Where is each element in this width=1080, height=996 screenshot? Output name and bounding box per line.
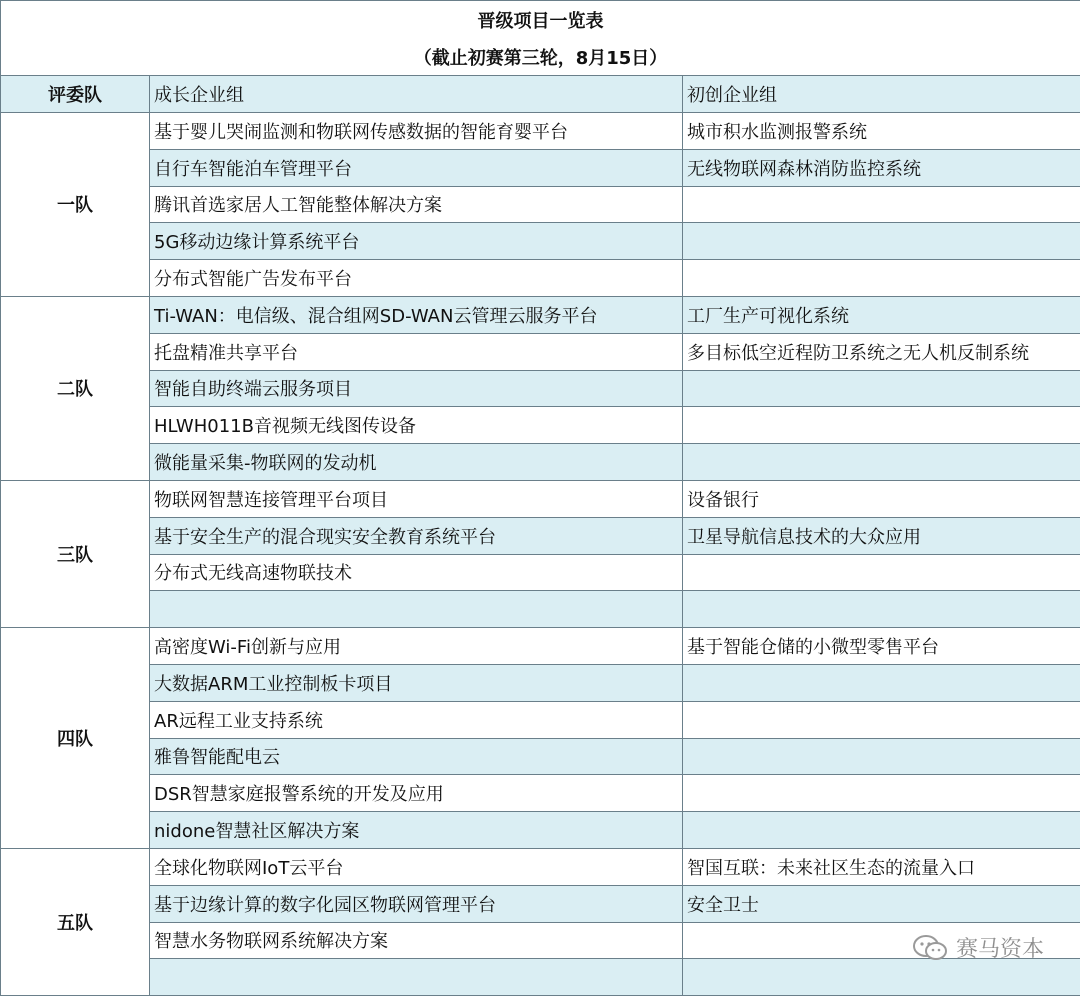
growth-project-cell: 物联网智慧连接管理平台项目: [150, 480, 683, 517]
table-row: [1, 407, 1080, 444]
startup-project-cell: [683, 664, 1080, 701]
table-row: [1, 260, 1080, 297]
watermark-text: 赛马资本: [956, 932, 1044, 963]
table-row: [1, 149, 1080, 186]
growth-project-cell: 全球化物联网IoT云平台: [150, 848, 683, 885]
table-subtitle: （截止初赛第三轮，8月15日）: [1, 38, 1080, 76]
growth-project-cell: 腾讯首选家居人工智能整体解决方案: [150, 186, 683, 223]
startup-project-cell: 无线物联网森林消防监控系统: [683, 149, 1080, 186]
startup-project-cell: [683, 701, 1080, 738]
header-growth-group: 成长企业组: [150, 76, 683, 113]
growth-project-cell: 分布式无线高速物联技术: [150, 554, 683, 591]
team-label: 二队: [1, 296, 150, 480]
startup-project-cell: 卫星导航信息技术的大众应用: [683, 517, 1080, 554]
table-row: [1, 591, 1080, 628]
wechat-icon: [912, 934, 948, 962]
startup-project-cell: 工厂生产可视化系统: [683, 296, 1080, 333]
watermark: [912, 932, 1044, 963]
growth-project-cell: 大数据ARM工业控制板卡项目: [150, 664, 683, 701]
startup-project-cell: [683, 554, 1080, 591]
table-row: [1, 444, 1080, 481]
growth-project-cell: 托盘精准共享平台: [150, 333, 683, 370]
startup-project-cell: [683, 591, 1080, 628]
startup-project-cell: [683, 223, 1080, 260]
table-row: [1, 223, 1080, 260]
table-row: [1, 664, 1080, 701]
table-row: [1, 480, 1080, 517]
growth-project-cell: HLWH011B音视频无线图传设备: [150, 407, 683, 444]
startup-project-cell: [683, 444, 1080, 481]
team-label: 五队: [1, 848, 150, 995]
startup-project-cell: [683, 775, 1080, 812]
growth-project-cell: nidone智慧社区解决方案: [150, 812, 683, 849]
growth-project-cell: Ti-WAN：电信级、混合组网SD-WAN云管理云服务平台: [150, 296, 683, 333]
table-row: [1, 113, 1080, 150]
header-startup-group: 初创企业组: [683, 76, 1080, 113]
growth-project-cell: 高密度Wi-Fi创新与应用: [150, 628, 683, 665]
header-row: [1, 76, 1080, 113]
growth-project-cell: 基于安全生产的混合现实安全教育系统平台: [150, 517, 683, 554]
growth-project-cell: [150, 959, 683, 996]
growth-project-cell: 5G移动边缘计算系统平台: [150, 223, 683, 260]
table-row: [1, 959, 1080, 996]
table-row: [1, 517, 1080, 554]
table-row: [1, 738, 1080, 775]
table-row: [1, 775, 1080, 812]
startup-project-cell: 智国互联：未来社区生态的流量入口: [683, 848, 1080, 885]
table-title: 晋级项目一览表: [1, 1, 1080, 39]
growth-project-cell: 分布式智能广告发布平台: [150, 260, 683, 297]
startup-project-cell: [683, 186, 1080, 223]
table-row: [1, 812, 1080, 849]
startup-project-cell: [683, 959, 1080, 996]
team-label: 三队: [1, 480, 150, 627]
growth-project-cell: 智慧水务物联网系统解决方案: [150, 922, 683, 959]
startup-project-cell: 安全卫士: [683, 885, 1080, 922]
startup-project-cell: [683, 407, 1080, 444]
growth-project-cell: [150, 591, 683, 628]
table-row: [1, 370, 1080, 407]
startup-project-cell: [683, 812, 1080, 849]
growth-project-cell: 雅鲁智能配电云: [150, 738, 683, 775]
growth-project-cell: AR远程工业支持系统: [150, 701, 683, 738]
table-row: [1, 333, 1080, 370]
growth-project-cell: 智能自助终端云服务项目: [150, 370, 683, 407]
table-row: [1, 554, 1080, 591]
team-label: 四队: [1, 628, 150, 849]
growth-project-cell: 微能量采集-物联网的发动机: [150, 444, 683, 481]
table-row: [1, 628, 1080, 665]
table-row: [1, 186, 1080, 223]
header-team: 评委队: [1, 76, 150, 113]
startup-project-cell: [683, 260, 1080, 297]
team-label: 一队: [1, 113, 150, 297]
growth-project-cell: 自行车智能泊车管理平台: [150, 149, 683, 186]
growth-project-cell: 基于边缘计算的数字化园区物联网管理平台: [150, 885, 683, 922]
growth-project-cell: DSR智慧家庭报警系统的开发及应用: [150, 775, 683, 812]
startup-project-cell: 设备银行: [683, 480, 1080, 517]
startup-project-cell: 多目标低空近程防卫系统之无人机反制系统: [683, 333, 1080, 370]
table-row: [1, 885, 1080, 922]
table-row: [1, 701, 1080, 738]
startup-project-cell: 城市积水监测报警系统: [683, 113, 1080, 150]
growth-project-cell: 基于婴儿哭闹监测和物联网传感数据的智能育婴平台: [150, 113, 683, 150]
startup-project-cell: [683, 370, 1080, 407]
table-row: [1, 848, 1080, 885]
startup-project-cell: 基于智能仓储的小微型零售平台: [683, 628, 1080, 665]
startup-project-cell: [683, 738, 1080, 775]
table-row: [1, 296, 1080, 333]
